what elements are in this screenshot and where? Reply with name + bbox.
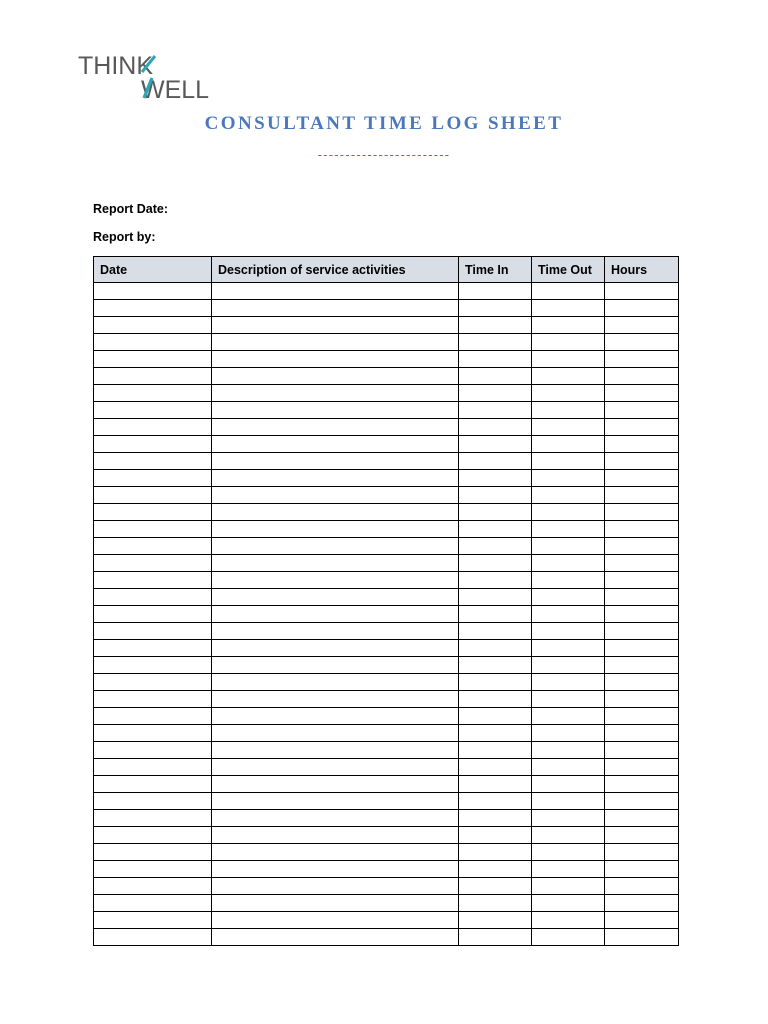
time-in-cell[interactable] [459,487,532,504]
hours-cell[interactable] [605,793,679,810]
table-row [94,759,679,776]
date-cell[interactable] [94,334,212,351]
date-cell[interactable] [94,708,212,725]
table-row [94,657,679,674]
time-in-cell[interactable] [459,691,532,708]
header-time-out: Time Out [532,257,605,283]
description-cell[interactable] [212,912,459,929]
thinkwell-logo-icon [78,52,218,102]
hours-cell[interactable] [605,691,679,708]
header-description: Description of service activities [212,257,459,283]
table-row [94,725,679,742]
table-row [94,317,679,334]
time-in-cell[interactable] [459,793,532,810]
hours-cell[interactable] [605,623,679,640]
date-cell[interactable] [94,419,212,436]
time-out-cell[interactable] [532,555,605,572]
time-out-cell[interactable] [532,793,605,810]
time-in-cell[interactable] [459,300,532,317]
time-out-cell[interactable] [532,776,605,793]
time-out-cell[interactable] [532,402,605,419]
date-cell[interactable] [94,895,212,912]
description-cell[interactable] [212,895,459,912]
hours-cell[interactable] [605,487,679,504]
time-in-cell[interactable] [459,912,532,929]
table-row [94,844,679,861]
table-row [94,283,679,300]
hours-cell[interactable] [605,708,679,725]
time-out-cell[interactable] [532,844,605,861]
time-in-cell[interactable] [459,623,532,640]
description-cell[interactable] [212,504,459,521]
logo-line2: WELL [141,76,210,102]
table-row [94,504,679,521]
time-out-cell[interactable] [532,283,605,300]
time-in-cell[interactable] [459,895,532,912]
date-cell[interactable] [94,589,212,606]
date-cell[interactable] [94,453,212,470]
table-row [94,606,679,623]
hours-cell[interactable] [605,334,679,351]
hours-cell[interactable] [605,929,679,946]
thinkwell-logo [78,52,218,102]
time-in-cell[interactable] [459,844,532,861]
time-in-cell[interactable] [459,878,532,895]
time-out-cell[interactable] [532,657,605,674]
hours-cell[interactable] [605,895,679,912]
time-in-cell[interactable] [459,402,532,419]
description-cell[interactable] [212,334,459,351]
description-cell[interactable] [212,283,459,300]
title-underline: ------------------------ [317,147,451,162]
time-in-cell[interactable] [459,708,532,725]
time-in-cell[interactable] [459,453,532,470]
time-in-cell[interactable] [459,606,532,623]
hours-cell[interactable] [605,810,679,827]
time-in-cell[interactable] [459,657,532,674]
date-cell[interactable] [94,368,212,385]
table-row [94,912,679,929]
logo-line1: THINK [78,52,153,80]
hours-cell[interactable] [605,742,679,759]
hours-cell[interactable] [605,657,679,674]
description-cell[interactable] [212,555,459,572]
time-out-cell[interactable] [532,640,605,657]
hours-cell[interactable] [605,436,679,453]
date-cell[interactable] [94,402,212,419]
time-in-cell[interactable] [459,436,532,453]
hours-cell[interactable] [605,283,679,300]
time-out-cell[interactable] [532,334,605,351]
table-row [94,385,679,402]
table-row [94,810,679,827]
table-header-row [94,257,679,283]
time-out-cell[interactable] [532,827,605,844]
time-in-cell[interactable] [459,385,532,402]
table-row [94,555,679,572]
table-row [94,793,679,810]
description-cell[interactable] [212,657,459,674]
description-cell[interactable] [212,861,459,878]
hours-cell[interactable] [605,674,679,691]
time-out-cell[interactable] [532,623,605,640]
hours-cell[interactable] [605,300,679,317]
time-out-cell[interactable] [532,929,605,946]
time-in-cell[interactable] [459,351,532,368]
time-in-cell[interactable] [459,776,532,793]
date-cell[interactable] [94,878,212,895]
date-cell[interactable] [94,657,212,674]
description-cell[interactable] [212,878,459,895]
table-row [94,521,679,538]
date-cell[interactable] [94,844,212,861]
table-row [94,351,679,368]
hours-cell[interactable] [605,827,679,844]
time-in-cell[interactable] [459,929,532,946]
time-in-cell[interactable] [459,504,532,521]
description-cell[interactable] [212,419,459,436]
date-cell[interactable] [94,929,212,946]
time-out-cell[interactable] [532,606,605,623]
description-cell[interactable] [212,402,459,419]
header-date: Date [94,257,212,283]
description-cell[interactable] [212,827,459,844]
header-time-in: Time In [459,257,532,283]
description-cell[interactable] [212,776,459,793]
time-in-cell[interactable] [459,538,532,555]
hours-cell[interactable] [605,589,679,606]
date-cell[interactable] [94,317,212,334]
date-cell[interactable] [94,691,212,708]
time-out-cell[interactable] [532,504,605,521]
date-cell[interactable] [94,810,212,827]
time-out-cell[interactable] [532,368,605,385]
time-in-cell[interactable] [459,674,532,691]
description-cell[interactable] [212,351,459,368]
hours-cell[interactable] [605,878,679,895]
hours-cell[interactable] [605,538,679,555]
description-cell[interactable] [212,385,459,402]
report-date-label: Report Date: [93,202,169,216]
time-out-cell[interactable] [532,861,605,878]
report-by-label: Report by: [93,230,156,244]
description-cell[interactable] [212,487,459,504]
date-cell[interactable] [94,436,212,453]
description-cell[interactable] [212,691,459,708]
hours-cell[interactable] [605,385,679,402]
time-in-cell[interactable] [459,759,532,776]
time-out-cell[interactable] [532,810,605,827]
hours-cell[interactable] [605,759,679,776]
table-row [94,776,679,793]
time-in-cell[interactable] [459,589,532,606]
table-row [94,878,679,895]
time-out-cell[interactable] [532,521,605,538]
time-in-cell[interactable] [459,283,532,300]
time-out-cell[interactable] [532,725,605,742]
hours-cell[interactable] [605,470,679,487]
hours-cell[interactable] [605,776,679,793]
time-out-cell[interactable] [532,674,605,691]
page-title: CONSULTANT TIME LOG SHEET [204,113,564,134]
table-row [94,453,679,470]
time-in-cell[interactable] [459,572,532,589]
description-cell[interactable] [212,708,459,725]
date-cell[interactable] [94,912,212,929]
hours-cell[interactable] [605,402,679,419]
date-cell[interactable] [94,351,212,368]
time-in-cell[interactable] [459,742,532,759]
time-in-cell[interactable] [459,334,532,351]
date-cell[interactable] [94,572,212,589]
description-cell[interactable] [212,521,459,538]
date-cell[interactable] [94,385,212,402]
time-out-cell[interactable] [532,912,605,929]
description-cell[interactable] [212,623,459,640]
table-row [94,487,679,504]
date-cell[interactable] [94,640,212,657]
description-cell[interactable] [212,640,459,657]
hours-cell[interactable] [605,419,679,436]
description-cell[interactable] [212,929,459,946]
table-body [94,283,679,946]
table-row [94,300,679,317]
date-cell[interactable] [94,555,212,572]
date-cell[interactable] [94,827,212,844]
description-cell[interactable] [212,793,459,810]
time-out-cell[interactable] [532,878,605,895]
time-out-cell[interactable] [532,895,605,912]
date-cell[interactable] [94,674,212,691]
description-cell[interactable] [212,606,459,623]
time-out-cell[interactable] [532,385,605,402]
description-cell[interactable] [212,368,459,385]
hours-cell[interactable] [605,504,679,521]
description-cell[interactable] [212,317,459,334]
time-out-cell[interactable] [532,453,605,470]
date-cell[interactable] [94,300,212,317]
date-cell[interactable] [94,861,212,878]
hours-cell[interactable] [605,844,679,861]
time-in-cell[interactable] [459,470,532,487]
description-cell[interactable] [212,844,459,861]
table-row [94,436,679,453]
description-cell[interactable] [212,810,459,827]
table-row [94,827,679,844]
table-row [94,742,679,759]
table-row [94,368,679,385]
hours-cell[interactable] [605,351,679,368]
time-in-cell[interactable] [459,317,532,334]
description-cell[interactable] [212,436,459,453]
date-cell[interactable] [94,623,212,640]
table-row [94,861,679,878]
table-row [94,470,679,487]
date-cell[interactable] [94,606,212,623]
time-in-cell[interactable] [459,368,532,385]
hours-cell[interactable] [605,521,679,538]
description-cell[interactable] [212,453,459,470]
table-row [94,334,679,351]
time-out-cell[interactable] [532,589,605,606]
table-row [94,674,679,691]
time-out-cell[interactable] [532,351,605,368]
description-cell[interactable] [212,572,459,589]
time-in-cell[interactable] [459,419,532,436]
time-out-cell[interactable] [532,487,605,504]
date-cell[interactable] [94,759,212,776]
table-row [94,895,679,912]
date-cell[interactable] [94,538,212,555]
hours-cell[interactable] [605,725,679,742]
time-out-cell[interactable] [532,300,605,317]
time-in-cell[interactable] [459,810,532,827]
date-cell[interactable] [94,742,212,759]
time-out-cell[interactable] [532,436,605,453]
time-out-cell[interactable] [532,759,605,776]
table-row [94,929,679,946]
table-row [94,402,679,419]
time-out-cell[interactable] [532,742,605,759]
hours-cell[interactable] [605,861,679,878]
date-cell[interactable] [94,283,212,300]
description-cell[interactable] [212,725,459,742]
description-cell[interactable] [212,742,459,759]
header-hours: Hours [605,257,679,283]
description-cell[interactable] [212,470,459,487]
date-cell[interactable] [94,470,212,487]
date-cell[interactable] [94,793,212,810]
table-row [94,708,679,725]
hours-cell[interactable] [605,640,679,657]
time-out-cell[interactable] [532,419,605,436]
description-cell[interactable] [212,674,459,691]
table-row [94,589,679,606]
hours-cell[interactable] [605,912,679,929]
time-in-cell[interactable] [459,861,532,878]
description-cell[interactable] [212,300,459,317]
hours-cell[interactable] [605,453,679,470]
time-in-cell[interactable] [459,725,532,742]
table-row [94,691,679,708]
table-row [94,623,679,640]
hours-cell[interactable] [605,317,679,334]
date-cell[interactable] [94,776,212,793]
date-cell[interactable] [94,487,212,504]
time-out-cell[interactable] [532,470,605,487]
date-cell[interactable] [94,504,212,521]
description-cell[interactable] [212,759,459,776]
date-cell[interactable] [94,725,212,742]
time-in-cell[interactable] [459,640,532,657]
hours-cell[interactable] [605,572,679,589]
time-out-cell[interactable] [532,538,605,555]
date-cell[interactable] [94,521,212,538]
time-out-cell[interactable] [532,572,605,589]
hours-cell[interactable] [605,606,679,623]
time-in-cell[interactable] [459,827,532,844]
time-log-table [93,256,679,946]
hours-cell[interactable] [605,368,679,385]
description-cell[interactable] [212,538,459,555]
time-in-cell[interactable] [459,555,532,572]
table-row [94,538,679,555]
description-cell[interactable] [212,589,459,606]
time-out-cell[interactable] [532,708,605,725]
time-in-cell[interactable] [459,521,532,538]
table-row [94,572,679,589]
time-out-cell[interactable] [532,317,605,334]
table-row [94,419,679,436]
time-out-cell[interactable] [532,691,605,708]
hours-cell[interactable] [605,555,679,572]
table-row [94,640,679,657]
